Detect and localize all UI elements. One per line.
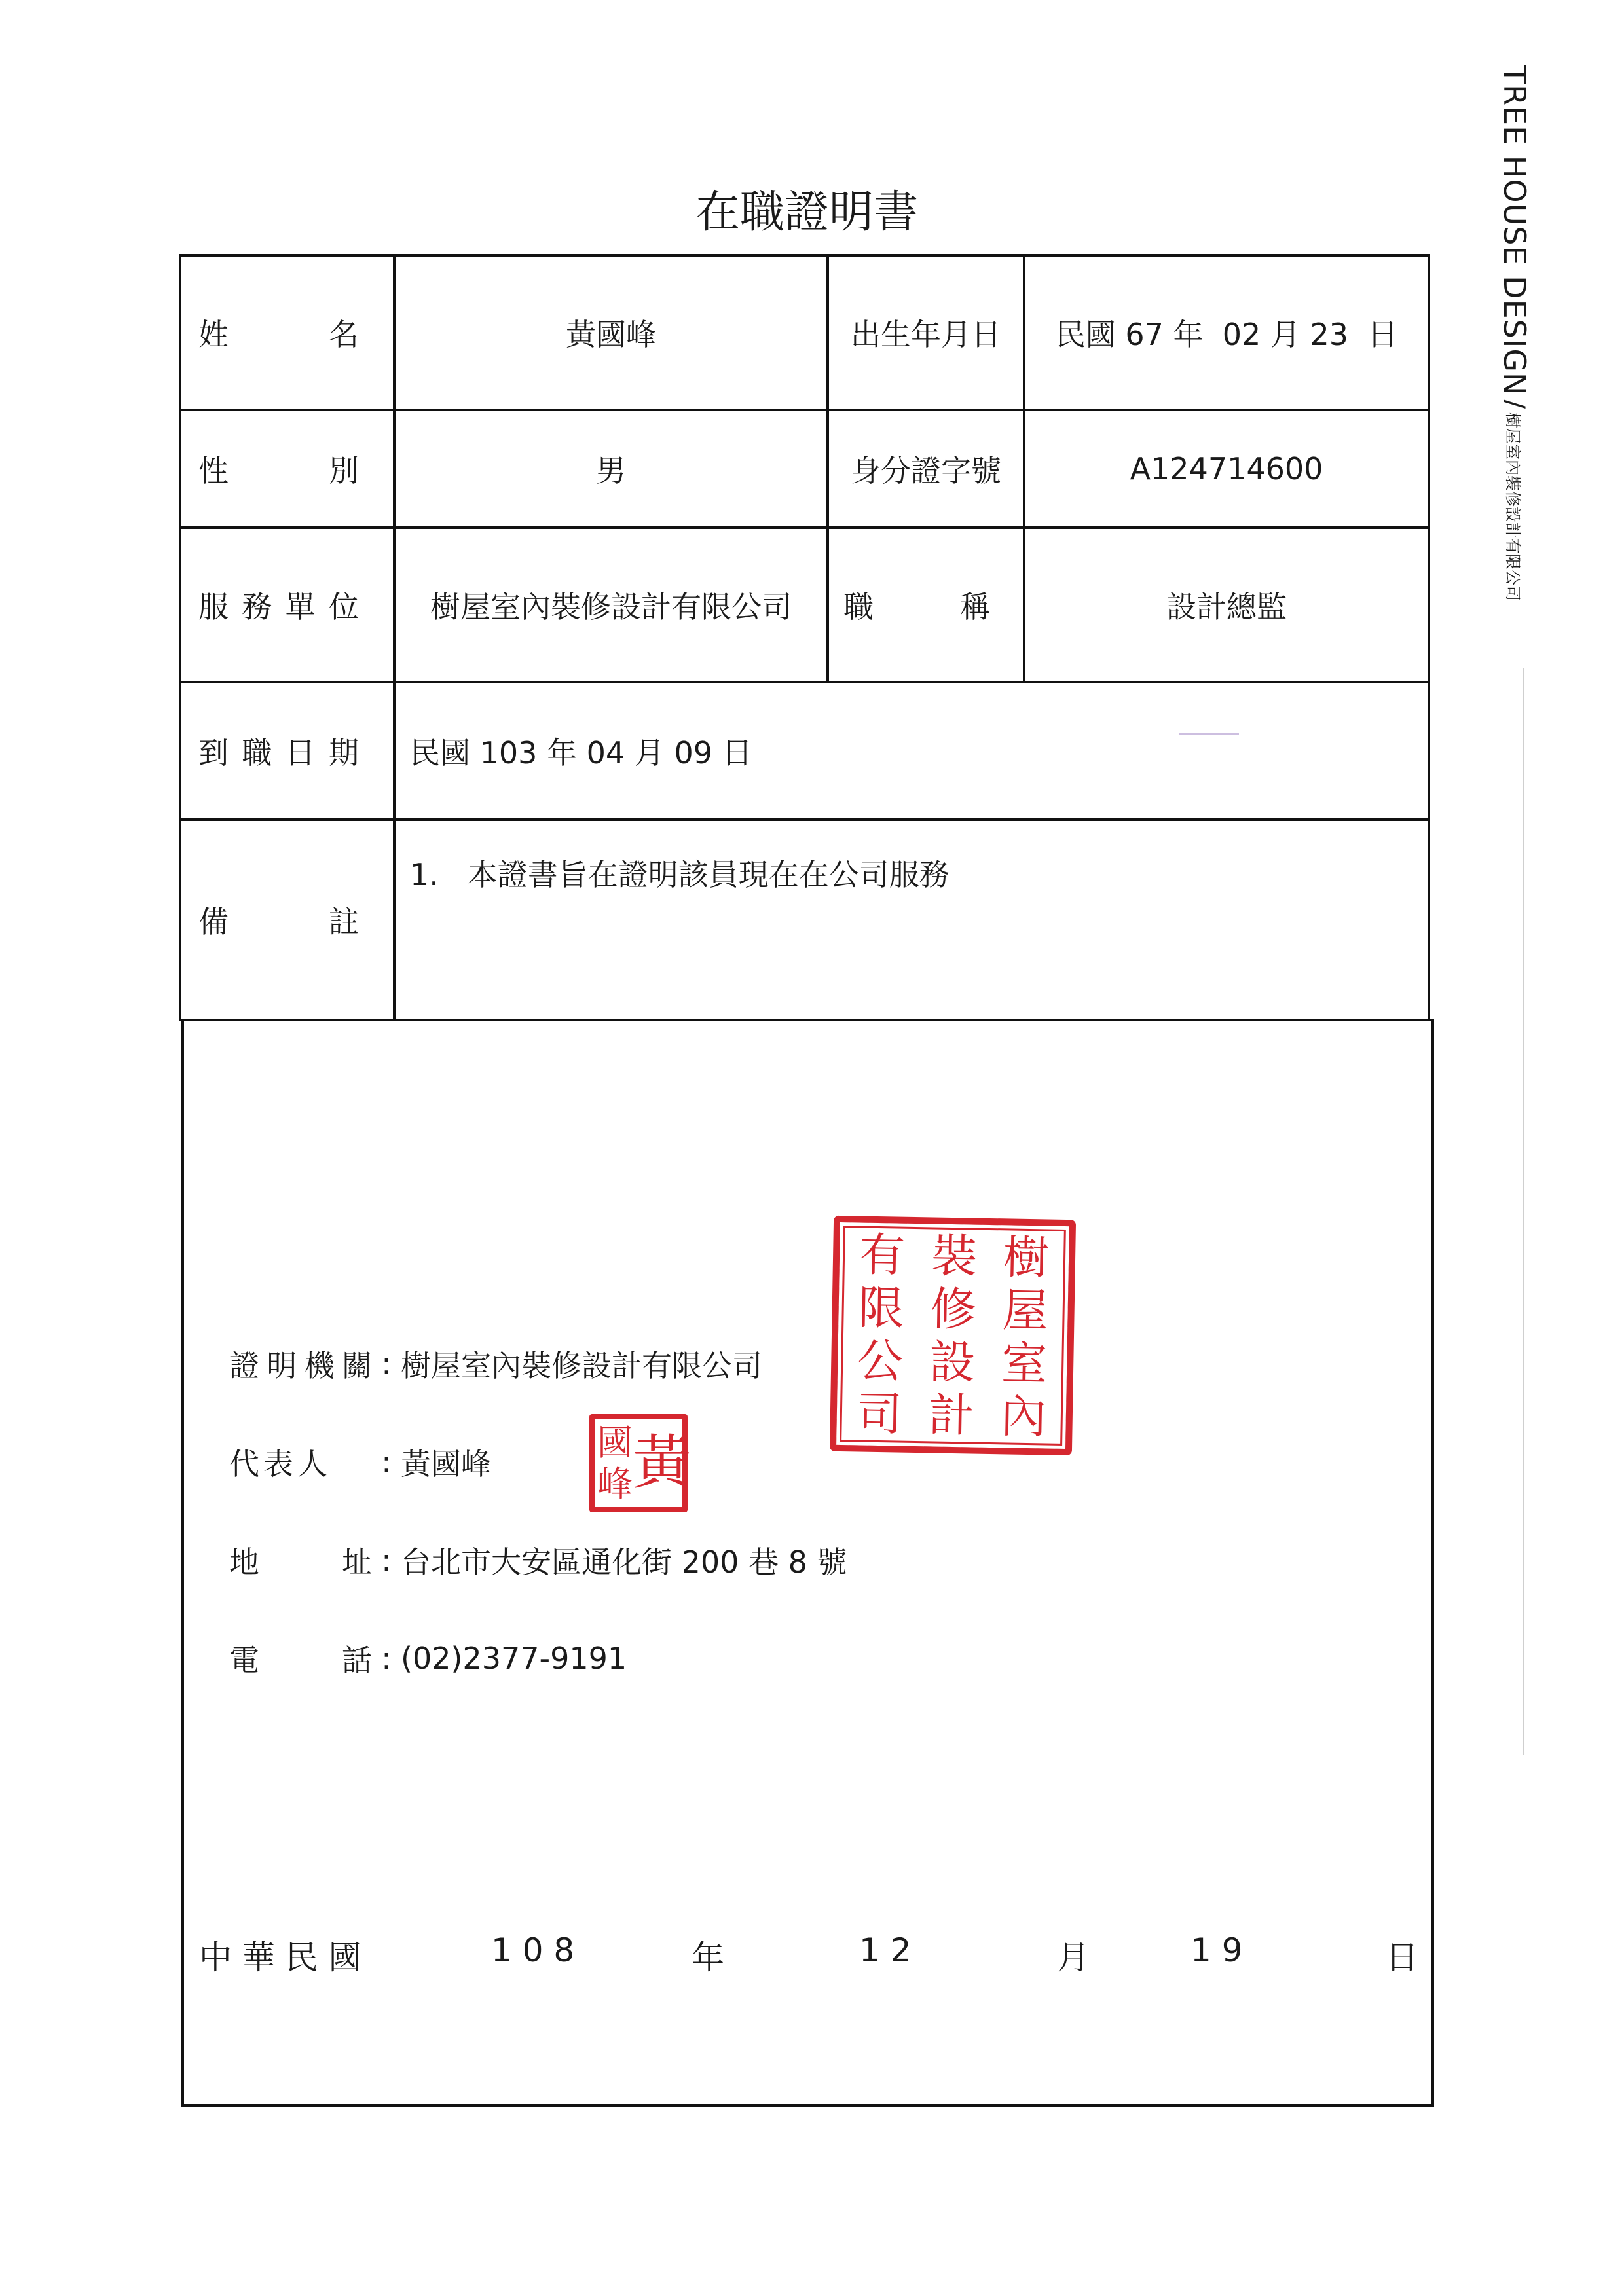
issuer-rep-value: 黃國峰: [401, 1446, 491, 1482]
gender-label: 性 別: [198, 453, 359, 488]
date-day: 1 9: [1190, 1931, 1243, 1969]
birth-value: 民國 67 年 02 月 23 日: [1055, 317, 1398, 352]
issuer-address-value: 台北市大安區通化街 200 巷 8 號: [401, 1544, 847, 1580]
company-seal: 樹 屋 室 內 裝 修 設 計 有 限 公 司: [830, 1216, 1076, 1455]
id-number-label: 身分證字號: [851, 453, 1001, 488]
brand-separator: /: [1500, 399, 1530, 409]
gender-value: 男: [596, 453, 626, 488]
position-label: 職 稱: [843, 589, 990, 625]
brand-title: TREE HOUSE DESIGN: [1497, 65, 1532, 396]
employer-label: 服 務 單 位: [198, 589, 359, 625]
position-value: 設計總監: [1166, 589, 1287, 625]
issuer-phone-value: (02)2377-9191: [401, 1641, 627, 1676]
employer-value: 樹屋室內裝修設計有限公司: [430, 589, 792, 625]
name-value: 黃國峰: [566, 317, 656, 352]
date-year: 1 0 8: [491, 1931, 575, 1969]
birth-label: 出生年月日: [851, 317, 1001, 352]
date-day-label: 日: [1386, 1939, 1418, 1977]
issuer-org-label: 證 明 機 關: [229, 1348, 372, 1383]
remarks-value: 1. 本證書旨在證明該員現在在公司服務: [410, 857, 950, 892]
issuer-phone-label: 電 話: [229, 1643, 372, 1678]
remarks-label: 備 註: [198, 904, 359, 939]
issuer-rep-label: 代 表 人: [229, 1446, 327, 1482]
issuer-address-row: 地 址 : 台北市大安區通化街 200 巷 8 號: [229, 1539, 847, 1582]
name-label: 姓 名: [198, 317, 359, 352]
date-era: 中 華 民 國: [199, 1939, 361, 1977]
issuer-org-row: 證 明 機 關 : 樹屋室內裝修設計有限公司: [229, 1342, 762, 1385]
issuer-phone-row: 電 話 : (02)2377-9191: [229, 1637, 627, 1680]
issuer-org-value: 樹屋室內裝修設計有限公司: [401, 1348, 762, 1383]
id-number-value: A124714600: [1130, 451, 1323, 486]
start-date-value: 民國 103 年 04 月 09 日: [410, 735, 752, 771]
personal-seal: 黃 國 峰: [589, 1414, 688, 1512]
scan-artifact: [1179, 733, 1239, 735]
issuer-rep-row: 代 表 人 : 黃國峰: [229, 1440, 491, 1484]
brand-company: 樹屋室內裝修設計有限公司: [1504, 412, 1522, 601]
brand-vertical: [1497, 65, 1559, 655]
issuer-address-label: 地 址: [229, 1544, 372, 1580]
start-date-label: 到 職 日 期: [198, 735, 359, 771]
issue-date: [182, 1931, 1426, 1984]
date-year-label: 年: [692, 1939, 724, 1977]
date-month-label: 月: [1057, 1939, 1090, 1977]
brand-divider: [1523, 668, 1524, 1755]
document-title: 在職證明書: [695, 187, 918, 238]
date-month: 1 2: [859, 1931, 912, 1969]
